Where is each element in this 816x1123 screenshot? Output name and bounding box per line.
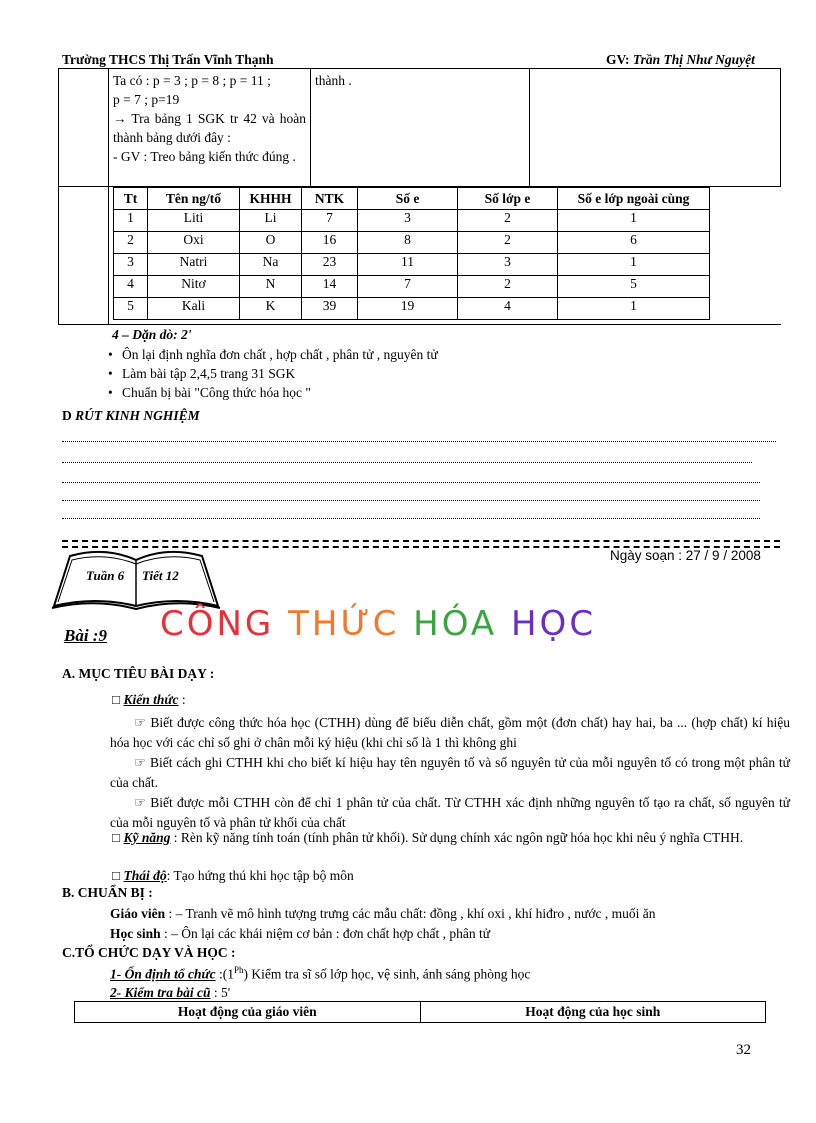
page-number: 32 [736, 1042, 751, 1058]
hand-pointer-icon: ☞ [134, 795, 147, 810]
elements-table-header [114, 188, 710, 210]
student-activity-cell [311, 69, 530, 187]
note-cell [530, 69, 781, 187]
school-name: Trường THCS Thị Trấn Vĩnh Thạnh [62, 52, 274, 67]
cell: 7 [302, 210, 358, 232]
section-d-heading [62, 408, 200, 424]
cell: Na [240, 254, 302, 276]
teacher-prep [110, 906, 655, 922]
section-b-title: B. CHUẨN BỊ : [62, 885, 153, 900]
cell: 14 [302, 276, 358, 298]
teacher-activity-cell [109, 69, 311, 187]
student-text: thành . [315, 73, 352, 88]
student-prep [110, 926, 490, 942]
title-word: CÔNG [160, 604, 275, 644]
cell: 4 [114, 276, 148, 298]
period-label: Tiết 12 [142, 568, 179, 583]
book-icon [50, 548, 222, 610]
section-d-prefix: D [62, 408, 72, 423]
step-2 [110, 985, 230, 1001]
date-line: Ngày soạn : 27 / 9 / 2008 [610, 548, 761, 563]
hand-pointer-icon: ☞ [134, 755, 147, 770]
cell: Li [240, 210, 302, 232]
list-item: • Làm bài tập 2,4,5 trang 31 SGK [108, 364, 438, 383]
cell: 5 [558, 276, 710, 298]
knowledge-text: Biết cách ghi CTHH khi cho biết kí hiệu hay tên nguyên tố và số nguyên tử của mỗi nguyên tố có trong một phân tử của chất. [110, 755, 791, 790]
cell: 16 [302, 232, 358, 254]
cell: 2 [458, 232, 558, 254]
table-row [114, 298, 710, 320]
section-a-title: A. MỤC TIÊU BÀI DẠY : [62, 666, 215, 681]
teacher-prep-text: : – Tranh vẽ mô hình tượng trưng các mẫu chất: đồng , khí oxi , khí hiđro , nước , muối ăn [168, 906, 656, 921]
table-row [114, 254, 710, 276]
hand-pointer-icon: ☞ [134, 715, 147, 730]
cell: 2 [458, 276, 558, 298]
cell: Oxi [148, 232, 240, 254]
table-row [114, 210, 710, 232]
student-prep-text: : – Ôn lại các khái niệm cơ bản : đơn chất hợp chất , phân tử [164, 926, 491, 941]
col-header: Tên ng/tố [148, 188, 240, 210]
cell: 5 [114, 298, 148, 320]
cell: 3 [114, 254, 148, 276]
section-d-title: RÚT KINH NGHIỆM [75, 408, 200, 423]
col-header: Tt [114, 188, 148, 210]
dotted-line [62, 482, 760, 483]
cell: Kali [148, 298, 240, 320]
book-badge [50, 548, 222, 610]
list-item: • Ôn lại định nghĩa đơn chất , hợp chất , phân tử , nguyên tử [108, 345, 438, 364]
step-1-text: ) Kiểm tra sĩ số lớp học, vệ sinh, ánh sáng phòng học [243, 966, 531, 982]
knowledge-colon: : [178, 692, 186, 707]
cell: 11 [358, 254, 458, 276]
tc-line-4: - GV : Treo bảng kiến thức đúng . [113, 149, 296, 164]
homework-title: 4 – Dặn dò: 2' [112, 327, 192, 342]
lesson-table-blank-cell [59, 69, 109, 187]
cell: 8 [358, 232, 458, 254]
knowledge-label: Kiến thức [123, 692, 179, 707]
student-prep-label: Học sinh [110, 926, 161, 941]
cell: 1 [114, 210, 148, 232]
skill-text: : Rèn kỹ năng tính toán (tính phân tử khối). Sử dụng chính xác ngôn ngữ hóa học khi nêu ý nghĩa CTHH. [170, 830, 744, 845]
skill-item [112, 828, 790, 848]
title-word: HỌC [510, 604, 597, 644]
skill-label: Kỹ năng [123, 830, 171, 845]
section-separator [62, 540, 780, 548]
knowledge-item-1 [110, 713, 790, 753]
cell: O [240, 232, 302, 254]
dotted-line [62, 518, 760, 519]
section-c-title: C.TỔ CHỨC DẠY VÀ HỌC : [62, 945, 236, 960]
cell: Natri [148, 254, 240, 276]
cell: 7 [358, 276, 458, 298]
cell: 19 [358, 298, 458, 320]
knowledge-item-2 [110, 753, 790, 793]
cell: K [240, 298, 302, 320]
lesson-table [58, 68, 781, 325]
attitude-label: Thái độ [123, 868, 167, 883]
knowledge-text: Biết được mỗi CTHH còn để chỉ 1 phân tử của chất. Từ CTHH xác định những nguyên tố tạo ra chất, số nguyên tử của mỗi nguyên tố và phân tử khối của chất [110, 795, 791, 830]
lesson-label: Bài :9 [64, 626, 107, 645]
cell: 4 [458, 298, 558, 320]
teacher-name: GV: Trần Thị Như Nguyệt [606, 52, 755, 67]
list-item: • Chuẩn bị bài "Công thức hóa học " [108, 383, 438, 402]
checkbox-icon: □ [112, 830, 121, 845]
elements-table [113, 187, 710, 320]
teacher-prep-label: Giáo viên [110, 906, 166, 921]
attitude-text: : Tạo hứng thú khi học tập bộ môn [166, 868, 354, 883]
col-header: Số e lớp ngoài cùng [558, 188, 710, 210]
tc-line-1: Ta có : p = 3 ; p = 8 ; p = 11 ; [113, 73, 271, 88]
table-row [114, 232, 710, 254]
step-1 [110, 965, 530, 983]
col-header: Số lớp e [458, 188, 558, 210]
cell: 2 [458, 210, 558, 232]
col-header-teacher: Hoạt động của giáo viên [75, 1002, 421, 1023]
knowledge-heading [112, 692, 186, 708]
step-1-sup: Ph [233, 965, 244, 975]
dotted-line [62, 441, 776, 442]
table-row [114, 276, 710, 298]
knowledge-text: Biết được công thức hóa học (CTHH) dùng để biểu diễn chất, gồm một (đơn chất) hay hai, ba ... (hợp chất) kí hiệu hóa học với các chỉ số ghi ở chân mỗi ký hiệu (khi chỉ số là 1 thì không ghi [110, 715, 791, 750]
cell: 1 [558, 254, 710, 276]
col-header: KHHH [240, 188, 302, 210]
cell: 3 [458, 254, 558, 276]
elements-table-cell [109, 187, 781, 325]
homework-list [108, 345, 438, 402]
cell: 1 [558, 210, 710, 232]
tc-line-2: p = 7 ; p=19 [113, 92, 180, 107]
cell: 3 [358, 210, 458, 232]
week-label: Tuần 6 [86, 568, 125, 583]
cell: N [240, 276, 302, 298]
tc-line-3: → Tra bảng 1 SGK tr 42 và hoàn thành bảng dưới đây : [113, 111, 306, 145]
lesson-title [160, 604, 596, 644]
step-1-label: 1- Ổn định tổ chức [110, 966, 216, 982]
attitude-item [112, 866, 790, 886]
step-1-pre: :(1 [215, 966, 234, 982]
teacher-name-text: Trần Thị Như Nguyệt [632, 52, 755, 67]
cell: 1 [558, 298, 710, 320]
dotted-line [62, 462, 752, 463]
dotted-line [62, 500, 760, 501]
title-word: THỨC [288, 604, 400, 644]
step-2-label: 2- Kiểm tra bài cũ [110, 985, 211, 1000]
col-header-student: Hoạt động của học sinh [420, 1002, 766, 1023]
step-2-text: : 5' [210, 985, 231, 1000]
cell: 6 [558, 232, 710, 254]
knowledge-item-3 [110, 793, 790, 833]
col-header: NTK [302, 188, 358, 210]
activity-table [74, 1001, 766, 1023]
cell: 2 [114, 232, 148, 254]
cell: 39 [302, 298, 358, 320]
cell: Nitơ [148, 276, 240, 298]
title-word: HÓA [413, 604, 498, 644]
lesson-table-blank-cell-2 [59, 187, 109, 325]
checkbox-icon: □ [112, 692, 121, 707]
cell: 23 [302, 254, 358, 276]
col-header: Số e [358, 188, 458, 210]
checkbox-icon: □ [112, 868, 121, 883]
cell: Liti [148, 210, 240, 232]
